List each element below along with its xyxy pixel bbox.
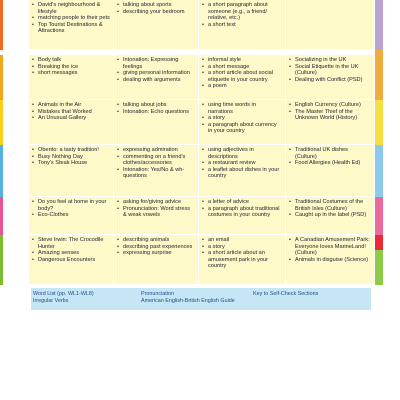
cell-item: • a leaflet about dishes in your country [202, 167, 282, 180]
cell-item: • a story [202, 244, 282, 251]
cell-item: • Intonation: Echo questions [117, 109, 195, 116]
english-guide-link[interactable]: American English-British English Guide [141, 298, 235, 304]
cell-item: • a short text [202, 22, 282, 29]
contents-cell [114, 55, 199, 100]
cell-item: • Steve Irwin: The Crocodile Hunter [32, 237, 110, 250]
contents-cell [199, 145, 286, 197]
cell-item: • expressing admiration [117, 147, 195, 154]
right-color-tab [375, 145, 383, 197]
cell-item: • expressing surprise [117, 250, 195, 257]
cell-item: • talking about jobs [117, 102, 195, 109]
contents-cell [114, 0, 199, 50]
cell-item: • Traditional Costumes of the British Isles (Culture) [289, 199, 371, 212]
cell-item: • Obento: a tasty tradition! [32, 147, 110, 154]
row-color-tab [0, 197, 3, 235]
cell-item: • a story [202, 115, 282, 122]
cell-item: • Intonation: Yes/No & wh-questions [117, 167, 195, 180]
contents-cell [286, 235, 375, 285]
contents-cell [199, 197, 286, 235]
cell-item: • describing your bedroom [117, 9, 195, 16]
self-check-key-link[interactable]: Key to Self-Check Sections [253, 291, 319, 297]
cell-item: • Eco-Clothes [32, 212, 110, 219]
cell-item: • talking about sports [117, 2, 195, 9]
cell-item: • Traditional UK dishes (Culture) [289, 147, 371, 160]
cell-item: • describing animals [117, 237, 195, 244]
right-color-tab [375, 0, 383, 50]
cell-item: • Top Tourist Destinations & Attractions [32, 22, 110, 35]
cell-item: • A Canadian Amusement Park: Everyone loves MarineLand! (Culture) [289, 237, 371, 257]
right-color-tab [375, 250, 383, 285]
cell-item: • describing past experiences [117, 244, 195, 251]
cell-item: • The Master Thief of the Unknown World (History) [289, 109, 371, 122]
cell-item: • informal style [202, 57, 282, 64]
contents-cell [29, 55, 114, 100]
row-color-tab [0, 0, 3, 50]
row-color-tab [0, 100, 3, 145]
cell-item: • An Unusual Gallery [32, 115, 110, 122]
cell-item: • short messages [32, 70, 110, 77]
cell-item: • Dealing with Conflict (PSD) [289, 77, 371, 84]
cell-item: • dealing with arguments [117, 77, 195, 84]
contents-cell [199, 235, 286, 285]
contents-cell [29, 197, 114, 235]
right-color-tab [375, 50, 383, 100]
cell-item: • Socializing in the UK [289, 57, 371, 64]
cell-item: • Amazing senses [32, 250, 110, 257]
cell-item: • David's neighbourhood & lifestyle [32, 2, 110, 15]
contents-cell [286, 100, 375, 145]
cell-item: • asking for/giving advice [117, 199, 195, 206]
contents-cell [199, 55, 286, 100]
cell-item: • a paragraph about currency in your country [202, 122, 282, 135]
word-list-link[interactable]: Word List (pp. WL1-WL8) [33, 291, 94, 297]
cell-item: • Breaking the ice [32, 64, 110, 71]
contents-cell [199, 100, 286, 145]
cell-item: • using adjectives in descriptions [202, 147, 282, 160]
contents-cell [114, 100, 199, 145]
right-color-tab [375, 235, 383, 250]
cell-item: • English Currency (Culture) [289, 102, 371, 109]
contents-cell [286, 0, 375, 50]
cell-item: • using time words in narrations [202, 102, 282, 115]
contents-cell [199, 0, 286, 50]
row-color-tab [0, 235, 3, 285]
cell-item: • Animals in the Air [32, 102, 110, 109]
cell-item: • Mistakes that Worked [32, 109, 110, 116]
cell-item: • a short paragraph about someone (e.g., a friend/ relative, etc.) [202, 2, 282, 22]
cell-item: • Animals in disguise (Science) [289, 257, 371, 264]
cell-item: • Caught up in the label (PSD) [289, 212, 371, 219]
row-color-tab [0, 145, 3, 197]
cell-item: • a short article about social etiquette in your country [202, 70, 282, 83]
cell-item: • Dangerous Encounters [32, 257, 110, 264]
contents-cell [114, 235, 199, 285]
pronunciation-link[interactable]: Pronunciation [141, 291, 174, 297]
cell-item: • an email [202, 237, 282, 244]
cell-item: • Social Etiquette in the UK (Culture) [289, 64, 371, 77]
contents-cell [29, 100, 114, 145]
cell-item: • matching people to their pets [32, 15, 110, 22]
cell-item: • a restaurant review [202, 160, 282, 167]
row-color-tab [0, 55, 3, 100]
cell-item: • Body talk [32, 57, 110, 64]
cell-item: • a letter of advice [202, 199, 282, 206]
contents-cell [114, 145, 199, 197]
cell-item: • a short article about an amusement park in your country [202, 250, 282, 270]
right-color-tab [375, 197, 383, 235]
contents-cell [286, 55, 375, 100]
cell-item: • Pronunciation: Word stress & weak vowels [117, 206, 195, 219]
cell-item: • a poem [202, 83, 282, 90]
contents-cell [29, 0, 114, 50]
cell-item: • a short message [202, 64, 282, 71]
right-color-tab [375, 100, 383, 145]
contents-cell [29, 145, 114, 197]
cell-item: • a paragraph about traditional costumes in your country [202, 206, 282, 219]
contents-cell [286, 145, 375, 197]
cell-item: • Tony's Steak House [32, 160, 110, 167]
cell-item: • commenting on a friend's clothes/accessories [117, 154, 195, 167]
contents-cell [286, 197, 375, 235]
contents-cell [29, 235, 114, 285]
contents-cell [114, 197, 199, 235]
cell-item: • Do you feel at home in your body? [32, 199, 110, 212]
cell-item: • Food Allergies (Health Ed) [289, 160, 371, 167]
cell-item: • giving personal information [117, 70, 195, 77]
irregular-verbs-link[interactable]: Irregular Verbs [33, 298, 69, 304]
contents-footer [31, 288, 371, 310]
cell-item: • Busy Nothing Day [32, 154, 110, 161]
cell-item: • Intonation: Expressing feelings [117, 57, 195, 70]
